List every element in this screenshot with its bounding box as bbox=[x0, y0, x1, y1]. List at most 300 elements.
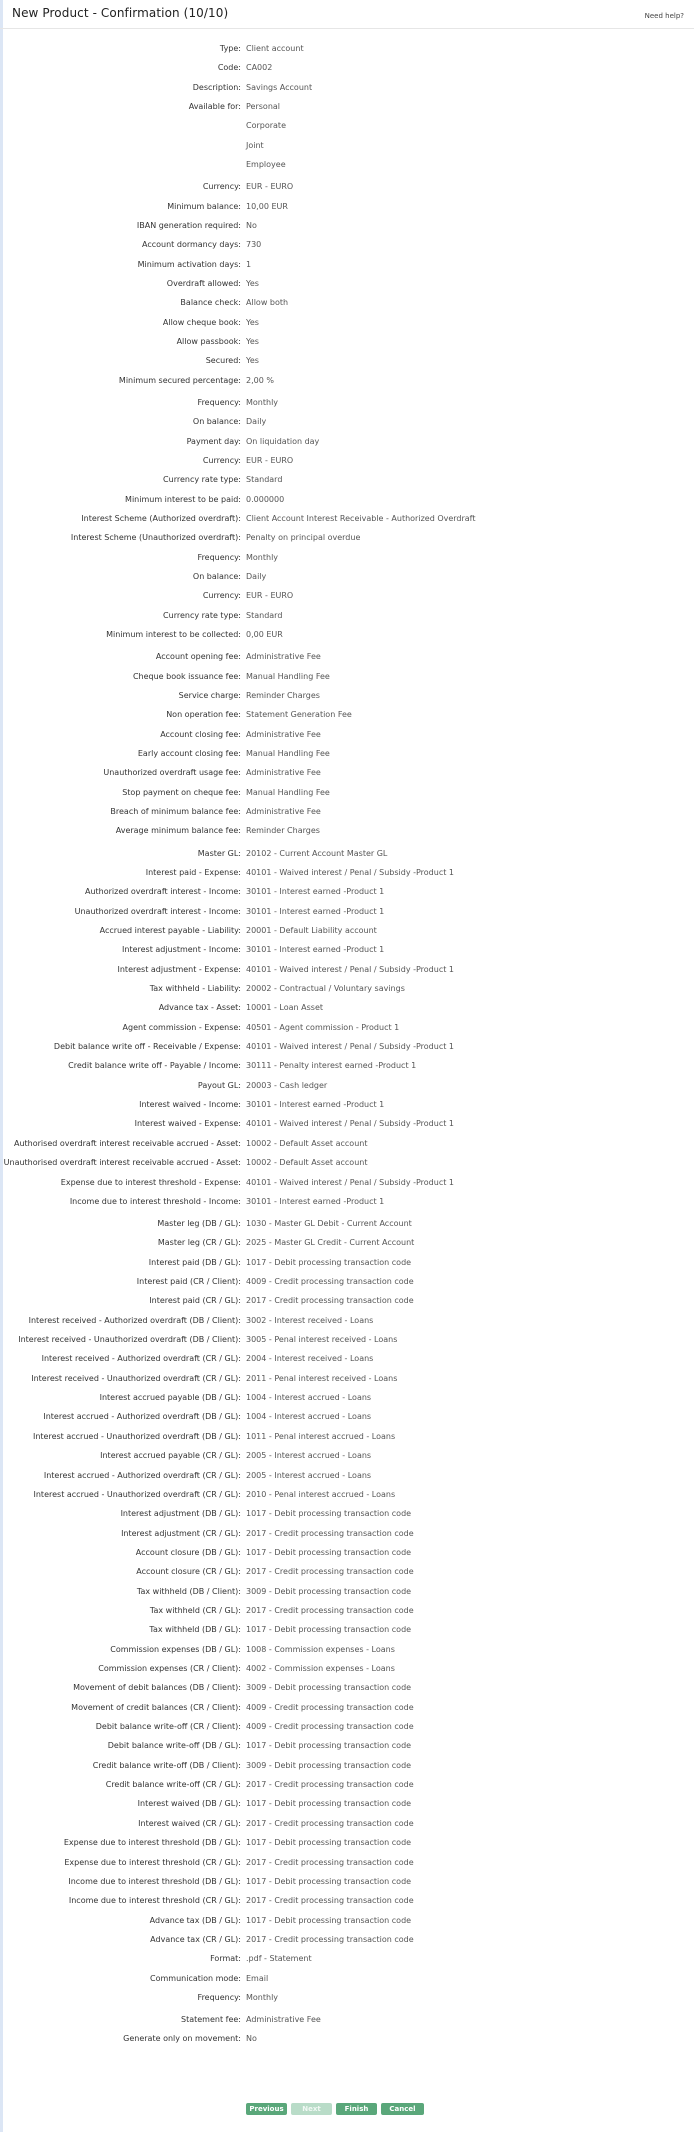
summary-row bbox=[0, 2014, 694, 2026]
field-value: 10002 - Default Asset account bbox=[246, 1139, 368, 1148]
summary-row bbox=[0, 1041, 694, 1053]
field-value: 4002 - Commission expenses - Loans bbox=[246, 1664, 395, 1673]
field-value: Monthly bbox=[246, 398, 279, 407]
summary-row bbox=[0, 1992, 694, 2004]
field-label: Unauthorised overdraft interest receivable accrued - Asset: bbox=[3, 1158, 241, 1167]
summary-row bbox=[0, 825, 694, 837]
summary-row bbox=[0, 278, 694, 290]
field-value: 40501 - Agent commission - Product 1 bbox=[246, 1023, 400, 1032]
field-value: 3002 - Interest received - Loans bbox=[246, 1316, 374, 1325]
summary-row bbox=[0, 1257, 694, 1269]
summary-row bbox=[0, 629, 694, 641]
field-value: Reminder Charges bbox=[246, 826, 320, 835]
field-value: Administrative Fee bbox=[246, 730, 321, 739]
field-value: 40101 - Waived interest / Penal / Subsidy -Product 1 bbox=[246, 1042, 454, 1051]
field-value: Statement Generation Fee bbox=[246, 710, 352, 719]
field-label: Credit balance write off - Payable / Income: bbox=[68, 1061, 241, 1070]
summary-row bbox=[0, 1934, 694, 1946]
field-value: 2017 - Credit processing transaction code bbox=[246, 1819, 414, 1828]
field-label: Available for: bbox=[188, 102, 241, 111]
field-label: On balance: bbox=[192, 417, 241, 426]
summary-row bbox=[0, 552, 694, 564]
summary-row bbox=[0, 513, 694, 525]
summary-row bbox=[0, 1973, 694, 1985]
field-value: 1017 - Debit processing transaction code bbox=[246, 1799, 412, 1808]
field-label: Master GL: bbox=[197, 849, 241, 858]
field-value: 40101 - Waived interest / Penal / Subsidy -Product 1 bbox=[246, 1119, 454, 1128]
field-value: 30101 - Interest earned -Product 1 bbox=[246, 887, 385, 896]
field-label: Interest adjustment (CR / GL): bbox=[121, 1529, 241, 1538]
field-value: 2017 - Credit processing transaction code bbox=[246, 1780, 414, 1789]
summary-row bbox=[0, 651, 694, 663]
summary-row bbox=[0, 455, 694, 467]
summary-row bbox=[0, 532, 694, 544]
field-label: Communication mode: bbox=[150, 1974, 241, 1983]
field-label: Interest Scheme (Authorized overdraft): bbox=[81, 514, 241, 523]
field-value: Administrative Fee bbox=[246, 652, 321, 661]
summary-row bbox=[0, 787, 694, 799]
field-label: Advance tax (CR / GL): bbox=[150, 1935, 241, 1944]
field-label: Account opening fee: bbox=[155, 652, 241, 661]
summary-row bbox=[0, 436, 694, 448]
field-label: Movement of credit balances (CR / Client): bbox=[71, 1703, 241, 1712]
field-value: 1 bbox=[246, 260, 252, 269]
summary-row bbox=[0, 1196, 694, 1208]
previous-button[interactable]: Previous bbox=[246, 2103, 287, 2115]
field-label: Interest waived - Expense: bbox=[134, 1119, 241, 1128]
field-label: Tax withheld (CR / GL): bbox=[149, 1606, 241, 1615]
field-value: On liquidation day bbox=[246, 437, 320, 446]
field-value: Yes bbox=[246, 337, 259, 346]
summary-row bbox=[0, 416, 694, 428]
field-label: Account dormancy days: bbox=[142, 240, 241, 249]
field-value: Manual Handling Fee bbox=[246, 749, 330, 758]
field-label: Currency: bbox=[202, 591, 241, 600]
summary-row bbox=[0, 220, 694, 232]
field-label: Type: bbox=[219, 44, 241, 53]
summary-row bbox=[0, 43, 694, 55]
field-label: Master leg (DB / GL): bbox=[157, 1219, 241, 1228]
field-value: 30101 - Interest earned -Product 1 bbox=[246, 945, 385, 954]
field-label: Agent commission - Expense: bbox=[122, 1023, 241, 1032]
summary-row bbox=[0, 1644, 694, 1656]
summary-row bbox=[0, 748, 694, 760]
summary-row bbox=[0, 1682, 694, 1694]
summary-row bbox=[0, 1528, 694, 1540]
field-value: 2017 - Credit processing transaction code bbox=[246, 1858, 414, 1867]
field-value: Yes bbox=[246, 279, 259, 288]
field-label: Interest accrued - Unauthorized overdraft (DB / GL): bbox=[32, 1432, 241, 1441]
field-value: Corporate bbox=[246, 121, 286, 130]
field-value: EUR - EURO bbox=[246, 182, 294, 191]
summary-row bbox=[0, 729, 694, 741]
summary-row bbox=[0, 317, 694, 329]
field-value: EUR - EURO bbox=[246, 456, 294, 465]
field-label: Secured: bbox=[205, 356, 241, 365]
field-value: 2004 - Interest received - Loans bbox=[246, 1354, 374, 1363]
field-label: Interest adjustment - Income: bbox=[122, 945, 241, 954]
summary-row bbox=[0, 1547, 694, 1559]
field-value: 1017 - Debit processing transaction code bbox=[246, 1258, 412, 1267]
field-label: Interest accrued payable (CR / GL): bbox=[100, 1451, 241, 1460]
page-title: New Product - Confirmation (10/10) bbox=[12, 6, 229, 20]
summary-row bbox=[0, 1002, 694, 1014]
field-value: Savings Account bbox=[246, 83, 313, 92]
field-label: Interest paid (CR / GL): bbox=[149, 1296, 241, 1305]
summary-row bbox=[0, 1392, 694, 1404]
field-label: Minimum interest to be collected: bbox=[106, 630, 241, 639]
summary-row bbox=[0, 82, 694, 94]
summary-row bbox=[0, 397, 694, 409]
field-label: Credit balance write-off (DB / Client): bbox=[92, 1761, 241, 1770]
field-value: 0,00 EUR bbox=[246, 630, 283, 639]
summary-row bbox=[0, 1295, 694, 1307]
summary-row bbox=[0, 140, 694, 152]
field-value: 1004 - Interest accrued - Loans bbox=[246, 1412, 372, 1421]
field-label: Interest received - Unauthorized overdraft (CR / GL): bbox=[31, 1374, 241, 1383]
summary-row bbox=[0, 1818, 694, 1830]
summary-row bbox=[0, 1315, 694, 1327]
summary-row bbox=[0, 1080, 694, 1092]
field-label: Debit balance write off - Receivable / Expense: bbox=[53, 1042, 241, 1051]
field-label: Interest paid - Expense: bbox=[145, 868, 241, 877]
field-value: 3009 - Debit processing transaction code bbox=[246, 1761, 412, 1770]
field-value: 2005 - Interest accrued - Loans bbox=[246, 1451, 372, 1460]
summary-row bbox=[0, 1915, 694, 1927]
field-label: Balance check: bbox=[180, 298, 241, 307]
summary-row bbox=[0, 1237, 694, 1249]
field-value: 1017 - Debit processing transaction code bbox=[246, 1741, 412, 1750]
summary-row bbox=[0, 906, 694, 918]
field-label: Income due to interest threshold (DB / GL): bbox=[68, 1877, 241, 1886]
field-value: 20001 - Default Liability account bbox=[246, 926, 377, 935]
summary-row bbox=[0, 1857, 694, 1869]
field-label: Interest adjustment - Expense: bbox=[117, 965, 241, 974]
summary-row bbox=[0, 1470, 694, 1482]
field-value: Standard bbox=[246, 475, 283, 484]
field-label: Minimum balance: bbox=[167, 202, 241, 211]
field-value: 4009 - Credit processing transaction code bbox=[246, 1277, 414, 1286]
summary-row bbox=[0, 571, 694, 583]
field-value: Reminder Charges bbox=[246, 691, 320, 700]
field-value: 4009 - Credit processing transaction code bbox=[246, 1722, 414, 1731]
summary-row bbox=[0, 1837, 694, 1849]
summary-row bbox=[0, 1876, 694, 1888]
summary-row bbox=[0, 1334, 694, 1346]
summary-row bbox=[0, 1798, 694, 1810]
field-label: Interest paid (DB / GL): bbox=[148, 1258, 241, 1267]
summary-row bbox=[0, 1353, 694, 1365]
field-value: Allow both bbox=[246, 298, 289, 307]
summary-row bbox=[0, 1060, 694, 1072]
field-label: Currency rate type: bbox=[163, 475, 241, 484]
summary-row bbox=[0, 848, 694, 860]
field-label: Debit balance write-off (DB / GL): bbox=[107, 1741, 241, 1750]
field-label: Interest received - Authorized overdraft (DB / Client): bbox=[28, 1316, 241, 1325]
field-value: 10002 - Default Asset account bbox=[246, 1158, 368, 1167]
field-value: 3005 - Penal interest received - Loans bbox=[246, 1335, 398, 1344]
field-value: 2017 - Credit processing transaction code bbox=[246, 1567, 414, 1576]
summary-row bbox=[0, 101, 694, 113]
field-value: 40101 - Waived interest / Penal / Subsidy -Product 1 bbox=[246, 868, 454, 877]
field-label: Commission expenses (CR / Client): bbox=[98, 1664, 241, 1673]
field-label: Allow cheque book: bbox=[162, 318, 241, 327]
field-value: 10,00 EUR bbox=[246, 202, 288, 211]
field-label: Interest accrued - Unauthorized overdraft (CR / GL): bbox=[33, 1490, 241, 1499]
field-label: Service charge: bbox=[178, 691, 241, 700]
summary-row bbox=[0, 671, 694, 683]
summary-row bbox=[0, 494, 694, 506]
field-label: Allow passbook: bbox=[176, 337, 241, 346]
field-value: 2017 - Credit processing transaction code bbox=[246, 1896, 414, 1905]
summary-row bbox=[0, 1411, 694, 1423]
finish-button[interactable]: Finish bbox=[336, 2103, 377, 2115]
field-label: Tax withheld (DB / Client): bbox=[136, 1587, 241, 1596]
field-value: 2017 - Credit processing transaction code bbox=[246, 1529, 414, 1538]
field-label: Average minimum balance fee: bbox=[115, 826, 241, 835]
field-value: 10001 - Loan Asset bbox=[246, 1003, 324, 1012]
summary-row bbox=[0, 1431, 694, 1443]
summary-row bbox=[0, 983, 694, 995]
summary-row bbox=[0, 1566, 694, 1578]
summary-row bbox=[0, 1450, 694, 1462]
field-label: Interest accrued - Authorized overdraft (CR / GL): bbox=[43, 1471, 241, 1480]
field-label: Interest received - Unauthorized overdraft (DB / Client): bbox=[18, 1335, 241, 1344]
summary-row bbox=[0, 336, 694, 348]
field-value: 1017 - Debit processing transaction code bbox=[246, 1838, 412, 1847]
field-value: 2017 - Credit processing transaction code bbox=[246, 1935, 414, 1944]
summary-row bbox=[0, 610, 694, 622]
summary-row bbox=[0, 259, 694, 271]
field-value: 30101 - Interest earned -Product 1 bbox=[246, 1197, 385, 1206]
field-value: 1004 - Interest accrued - Loans bbox=[246, 1393, 372, 1402]
field-value: 1017 - Debit processing transaction code bbox=[246, 1509, 412, 1518]
summary-row bbox=[0, 964, 694, 976]
field-label: Frequency: bbox=[197, 1993, 241, 2002]
summary-row bbox=[0, 201, 694, 213]
field-label: Cheque book issuance fee: bbox=[132, 672, 241, 681]
field-value: Daily bbox=[246, 417, 267, 426]
field-value: 1011 - Penal interest accrued - Loans bbox=[246, 1432, 396, 1441]
field-label: Currency: bbox=[202, 456, 241, 465]
field-value: Yes bbox=[246, 356, 259, 365]
summary-row bbox=[0, 767, 694, 779]
field-label: Payout GL: bbox=[197, 1081, 241, 1090]
summary-row bbox=[0, 1138, 694, 1150]
field-label: Advance tax - Asset: bbox=[158, 1003, 241, 1012]
field-value: 20003 - Cash ledger bbox=[246, 1081, 328, 1090]
field-label: Interest paid (CR / Client): bbox=[136, 1277, 241, 1286]
field-label: Expense due to interest threshold (CR / GL): bbox=[64, 1858, 241, 1867]
field-label: Stop payment on cheque fee: bbox=[122, 788, 241, 797]
summary-row bbox=[0, 1702, 694, 1714]
summary-row bbox=[0, 1895, 694, 1907]
field-value: No bbox=[246, 221, 257, 230]
field-label: Minimum secured percentage: bbox=[118, 376, 241, 385]
field-label: Tax withheld (DB / GL): bbox=[149, 1625, 241, 1634]
field-value: 4009 - Credit processing transaction code bbox=[246, 1703, 414, 1712]
field-label: Interest received - Authorized overdraft (CR / GL): bbox=[41, 1354, 241, 1363]
field-value: 30111 - Penalty interest earned -Product 1 bbox=[246, 1061, 417, 1070]
field-label: Minimum activation days: bbox=[137, 260, 241, 269]
field-value: 3009 - Debit processing transaction code bbox=[246, 1683, 412, 1692]
field-value: 2017 - Credit processing transaction code bbox=[246, 1606, 414, 1615]
field-value: 730 bbox=[246, 240, 262, 249]
field-value: EUR - EURO bbox=[246, 591, 294, 600]
field-value: Client Account Interest Receivable - Authorized Overdraft bbox=[246, 514, 476, 523]
summary-row bbox=[0, 944, 694, 956]
summary-row bbox=[0, 1586, 694, 1598]
field-value: Administrative Fee bbox=[246, 807, 321, 816]
field-label: Advance tax (DB / GL): bbox=[149, 1916, 241, 1925]
summary-row bbox=[0, 1624, 694, 1636]
field-value: No bbox=[246, 2034, 257, 2043]
field-label: Commission expenses (DB / GL): bbox=[110, 1645, 241, 1654]
field-label: Debit balance write-off (CR / Client): bbox=[95, 1722, 241, 1731]
field-value: 1017 - Debit processing transaction code bbox=[246, 1548, 412, 1557]
summary-row bbox=[0, 886, 694, 898]
field-label: Interest accrued - Authorized overdraft (DB / GL): bbox=[43, 1412, 241, 1421]
need-help-link[interactable]: Need help? bbox=[644, 12, 684, 20]
field-label: Non operation fee: bbox=[166, 710, 241, 719]
field-value: Penalty on principal overdue bbox=[246, 533, 361, 542]
summary-row bbox=[0, 355, 694, 367]
summary-row bbox=[0, 1157, 694, 1169]
field-value: 1008 - Commission expenses - Loans bbox=[246, 1645, 395, 1654]
summary-row bbox=[0, 590, 694, 602]
field-label: Overdraft allowed: bbox=[166, 279, 241, 288]
summary-row bbox=[0, 181, 694, 193]
field-value: Employee bbox=[246, 160, 286, 169]
next-button[interactable]: Next bbox=[291, 2103, 332, 2115]
field-value: Monthly bbox=[246, 553, 279, 562]
summary-row bbox=[0, 1218, 694, 1230]
field-value: Manual Handling Fee bbox=[246, 788, 330, 797]
field-value: Personal bbox=[246, 102, 281, 111]
field-value: Email bbox=[246, 1974, 269, 1983]
field-label: Income due to interest threshold (CR / GL): bbox=[68, 1896, 241, 1905]
field-label: IBAN generation required: bbox=[136, 221, 241, 230]
field-value: Administrative Fee bbox=[246, 768, 321, 777]
field-value: 40101 - Waived interest / Penal / Subsidy -Product 1 bbox=[246, 1178, 454, 1187]
summary-row bbox=[0, 1663, 694, 1675]
field-value: Yes bbox=[246, 318, 259, 327]
summary-row bbox=[0, 297, 694, 309]
summary-row bbox=[0, 1721, 694, 1733]
summary-row bbox=[0, 62, 694, 74]
field-value: 2010 - Penal interest accrued - Loans bbox=[246, 1490, 396, 1499]
summary-row bbox=[0, 925, 694, 937]
field-value: 2,00 % bbox=[246, 376, 274, 385]
field-label: Minimum interest to be paid: bbox=[125, 495, 241, 504]
field-value: 20102 - Current Account Master GL bbox=[246, 849, 388, 858]
field-label: Interest waived - Income: bbox=[139, 1100, 241, 1109]
summary-row bbox=[0, 1605, 694, 1617]
field-label: Currency rate type: bbox=[163, 611, 241, 620]
summary-row bbox=[0, 1022, 694, 1034]
field-label: Tax withheld - Liability: bbox=[149, 984, 241, 993]
field-label: Format: bbox=[210, 1954, 241, 1963]
field-label: Income due to interest threshold - Income: bbox=[69, 1197, 241, 1206]
field-value: 0.000000 bbox=[246, 495, 285, 504]
summary-row bbox=[0, 806, 694, 818]
field-value: Joint bbox=[246, 141, 264, 150]
field-label: Authorized overdraft interest - Income: bbox=[84, 887, 241, 896]
summary-row bbox=[0, 690, 694, 702]
field-value: 1017 - Debit processing transaction code bbox=[246, 1625, 412, 1634]
field-label: Authorised overdraft interest receivable accrued - Asset: bbox=[14, 1139, 241, 1148]
field-value: 40101 - Waived interest / Penal / Subsidy -Product 1 bbox=[246, 965, 454, 974]
field-value: 1017 - Debit processing transaction code bbox=[246, 1916, 412, 1925]
summary-row bbox=[0, 120, 694, 132]
summary-row bbox=[0, 1953, 694, 1965]
field-value: 2005 - Interest accrued - Loans bbox=[246, 1471, 372, 1480]
summary-row bbox=[0, 375, 694, 387]
field-value: Client account bbox=[246, 44, 304, 53]
field-label: Account closure (DB / GL): bbox=[135, 1548, 241, 1557]
summary-row bbox=[0, 474, 694, 486]
cancel-button[interactable]: Cancel bbox=[381, 2103, 424, 2115]
field-label: Movement of debit balances (DB / Client): bbox=[73, 1683, 241, 1692]
field-label: Credit balance write-off (CR / GL): bbox=[105, 1780, 241, 1789]
field-label: Account closure (CR / GL): bbox=[136, 1567, 241, 1576]
summary-row bbox=[0, 239, 694, 251]
summary-row bbox=[0, 1489, 694, 1501]
field-label: Expense due to interest threshold - Expense: bbox=[60, 1178, 241, 1187]
summary-row bbox=[0, 2033, 694, 2045]
field-label: Accrued interest payable - Liability: bbox=[99, 926, 241, 935]
summary-row bbox=[0, 867, 694, 879]
summary-row bbox=[0, 1099, 694, 1111]
field-label: Breach of minimum balance fee: bbox=[110, 807, 241, 816]
page-header bbox=[0, 0, 694, 29]
field-value: .pdf - Statement bbox=[246, 1954, 312, 1963]
field-value: Standard bbox=[246, 611, 283, 620]
field-label: Interest waived (CR / GL): bbox=[138, 1819, 241, 1828]
field-value: 30101 - Interest earned -Product 1 bbox=[246, 1100, 385, 1109]
field-value: 1017 - Debit processing transaction code bbox=[246, 1877, 412, 1886]
summary-row bbox=[0, 1118, 694, 1130]
field-label: Payment day: bbox=[186, 437, 241, 446]
field-value: Monthly bbox=[246, 1993, 279, 2002]
field-label: Unauthorized overdraft interest - Income: bbox=[74, 907, 241, 916]
summary-row bbox=[0, 1508, 694, 1520]
field-value: 20002 - Contractual / Voluntary savings bbox=[246, 984, 405, 993]
field-value: Manual Handling Fee bbox=[246, 672, 330, 681]
field-label: Frequency: bbox=[197, 398, 241, 407]
field-label: Account closing fee: bbox=[160, 730, 241, 739]
field-label: Description: bbox=[192, 83, 241, 92]
field-value: Administrative Fee bbox=[246, 2015, 321, 2024]
summary-row bbox=[0, 1760, 694, 1772]
summary-row bbox=[0, 1779, 694, 1791]
summary-row bbox=[0, 1276, 694, 1288]
field-label: Interest accrued payable (DB / GL): bbox=[99, 1393, 241, 1402]
field-label: Master leg (CR / GL): bbox=[157, 1238, 241, 1247]
field-label: On balance: bbox=[192, 572, 241, 581]
field-value: 3009 - Debit processing transaction code bbox=[246, 1587, 412, 1596]
summary-row bbox=[0, 1177, 694, 1189]
field-label: Interest adjustment (DB / GL): bbox=[120, 1509, 241, 1518]
field-label: Currency: bbox=[202, 182, 241, 191]
field-label: Generate only on movement: bbox=[123, 2034, 241, 2043]
field-value: 2017 - Credit processing transaction code bbox=[246, 1296, 414, 1305]
field-value: 2025 - Master GL Credit - Current Account bbox=[246, 1238, 415, 1247]
field-label: Code: bbox=[217, 63, 241, 72]
field-value: Daily bbox=[246, 572, 267, 581]
field-value: 30101 - Interest earned -Product 1 bbox=[246, 907, 385, 916]
field-label: Interest waived (DB / GL): bbox=[137, 1799, 241, 1808]
